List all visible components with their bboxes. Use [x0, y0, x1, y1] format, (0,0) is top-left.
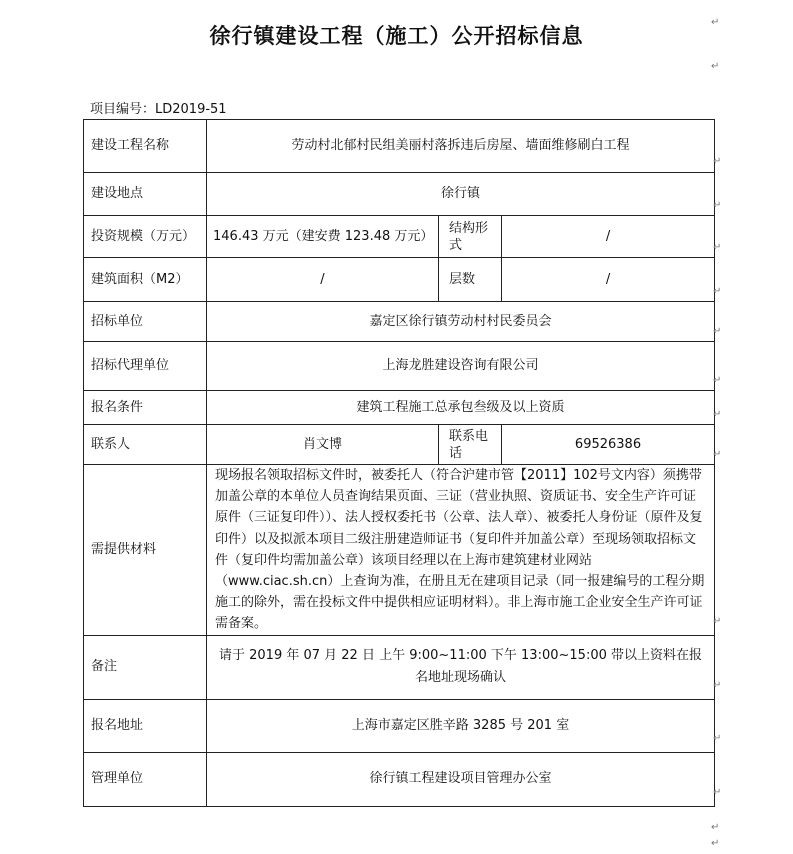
- value-structure: /: [502, 216, 715, 258]
- label-tenderer: 招标单位: [84, 302, 207, 342]
- value-project-name: 劳动村北郁村民组美丽村落拆违后房屋、墙面维修刷白工程: [207, 120, 715, 173]
- value-floors: /: [502, 258, 715, 302]
- row-agent: [84, 342, 715, 391]
- row-materials: [84, 465, 715, 636]
- row-end-mark-icon: ↵: [713, 242, 722, 253]
- paragraph-mark-icon: ↵: [711, 822, 720, 833]
- page-title: 徐行镇建设工程（施工）公开招标信息: [209, 23, 584, 48]
- row-end-mark-icon: ↵: [713, 616, 722, 627]
- value-tenderer: 嘉定区徐行镇劳动村村民委员会: [207, 302, 715, 342]
- value-area: /: [207, 258, 439, 302]
- row-end-mark-icon: ↵: [713, 200, 722, 211]
- row-end-mark-icon: ↵: [713, 286, 722, 297]
- row-management: [84, 752, 715, 806]
- paragraph-mark-icon: ↵: [711, 61, 720, 72]
- row-investment: [84, 216, 715, 258]
- tender-info-table: [83, 119, 715, 807]
- row-project-name: [84, 120, 715, 173]
- label-conditions: 报名条件: [84, 391, 207, 425]
- label-reg-address: 报名地址: [84, 699, 207, 752]
- label-contact: 联系人: [84, 425, 207, 465]
- row-contact: [84, 425, 715, 465]
- label-management: 管理单位: [84, 752, 207, 806]
- row-tenderer: [84, 302, 715, 342]
- row-end-mark-icon: ↵: [713, 156, 722, 167]
- value-management: 徐行镇工程建设项目管理办公室: [207, 752, 715, 806]
- value-materials: 现场报名领取招标文件时，被委托人（符合沪建市管【2011】102号文内容）须携带加盖公章的本单位人员查询结果页面、三证（营业执照、资质证书、安全生产许可证原件（三证复印件））、法人授权委托书（公章、法人章）、被委托人身份证（原件及复印件）以及拟派本项目二级注册建造师证书（复印件并加盖公章）至现场领取招标文件（复印件均需加盖公章）该项目经理以在上海市建筑建材业网站（www.ciac.sh.cn）上查询为准，在册且无在建项目记录（同一报建编号的工程分期施工的除外，需在投标文件中提供相应证明材料）。非上海市施工企业安全生产许可证需备案。: [207, 465, 715, 636]
- row-conditions: [84, 391, 715, 425]
- label-floors: 层数: [439, 258, 502, 302]
- row-location: [84, 173, 715, 216]
- value-phone: 69526386: [502, 425, 715, 465]
- label-location: 建设地点: [84, 173, 207, 216]
- value-contact: 肖文博: [207, 425, 439, 465]
- label-phone: 联系电话: [439, 425, 502, 465]
- label-project-name: 建设工程名称: [84, 120, 207, 173]
- label-investment: 投资规模（万元）: [84, 216, 207, 258]
- value-location: 徐行镇: [207, 173, 715, 216]
- row-end-mark-icon: ↵: [713, 326, 722, 337]
- row-end-mark-icon: ↵: [713, 409, 722, 420]
- row-end-mark-icon: ↵: [713, 733, 722, 744]
- paragraph-mark-icon: ↵: [711, 838, 720, 849]
- paragraph-mark-icon: ↵: [711, 17, 720, 28]
- project-number: 项目编号：LD2019-51: [90, 102, 227, 117]
- row-area: [84, 258, 715, 302]
- label-agent: 招标代理单位: [84, 342, 207, 391]
- value-investment: 146.43 万元（建安费 123.48 万元）: [207, 216, 439, 258]
- label-area: 建筑面积（M2）: [84, 258, 207, 302]
- label-materials: 需提供材料: [84, 465, 207, 636]
- value-agent: 上海龙胜建设咨询有限公司: [207, 342, 715, 391]
- value-remarks: 请于 2019 年 07 月 22 日 上午 9:00~11:00 下午 13:00~15:00 带以上资料在报名地址现场确认: [207, 635, 715, 699]
- row-end-mark-icon: ↵: [713, 449, 722, 460]
- row-end-mark-icon: ↵: [713, 787, 722, 798]
- label-structure: 结构形式: [439, 216, 502, 258]
- value-conditions: 建筑工程施工总承包叁级及以上资质: [207, 391, 715, 425]
- row-end-mark-icon: ↵: [713, 375, 722, 386]
- row-reg-address: [84, 699, 715, 752]
- row-remarks: [84, 635, 715, 699]
- label-remarks: 备注: [84, 635, 207, 699]
- value-reg-address: 上海市嘉定区胜辛路 3285 号 201 室: [207, 699, 715, 752]
- row-end-mark-icon: ↵: [713, 680, 722, 691]
